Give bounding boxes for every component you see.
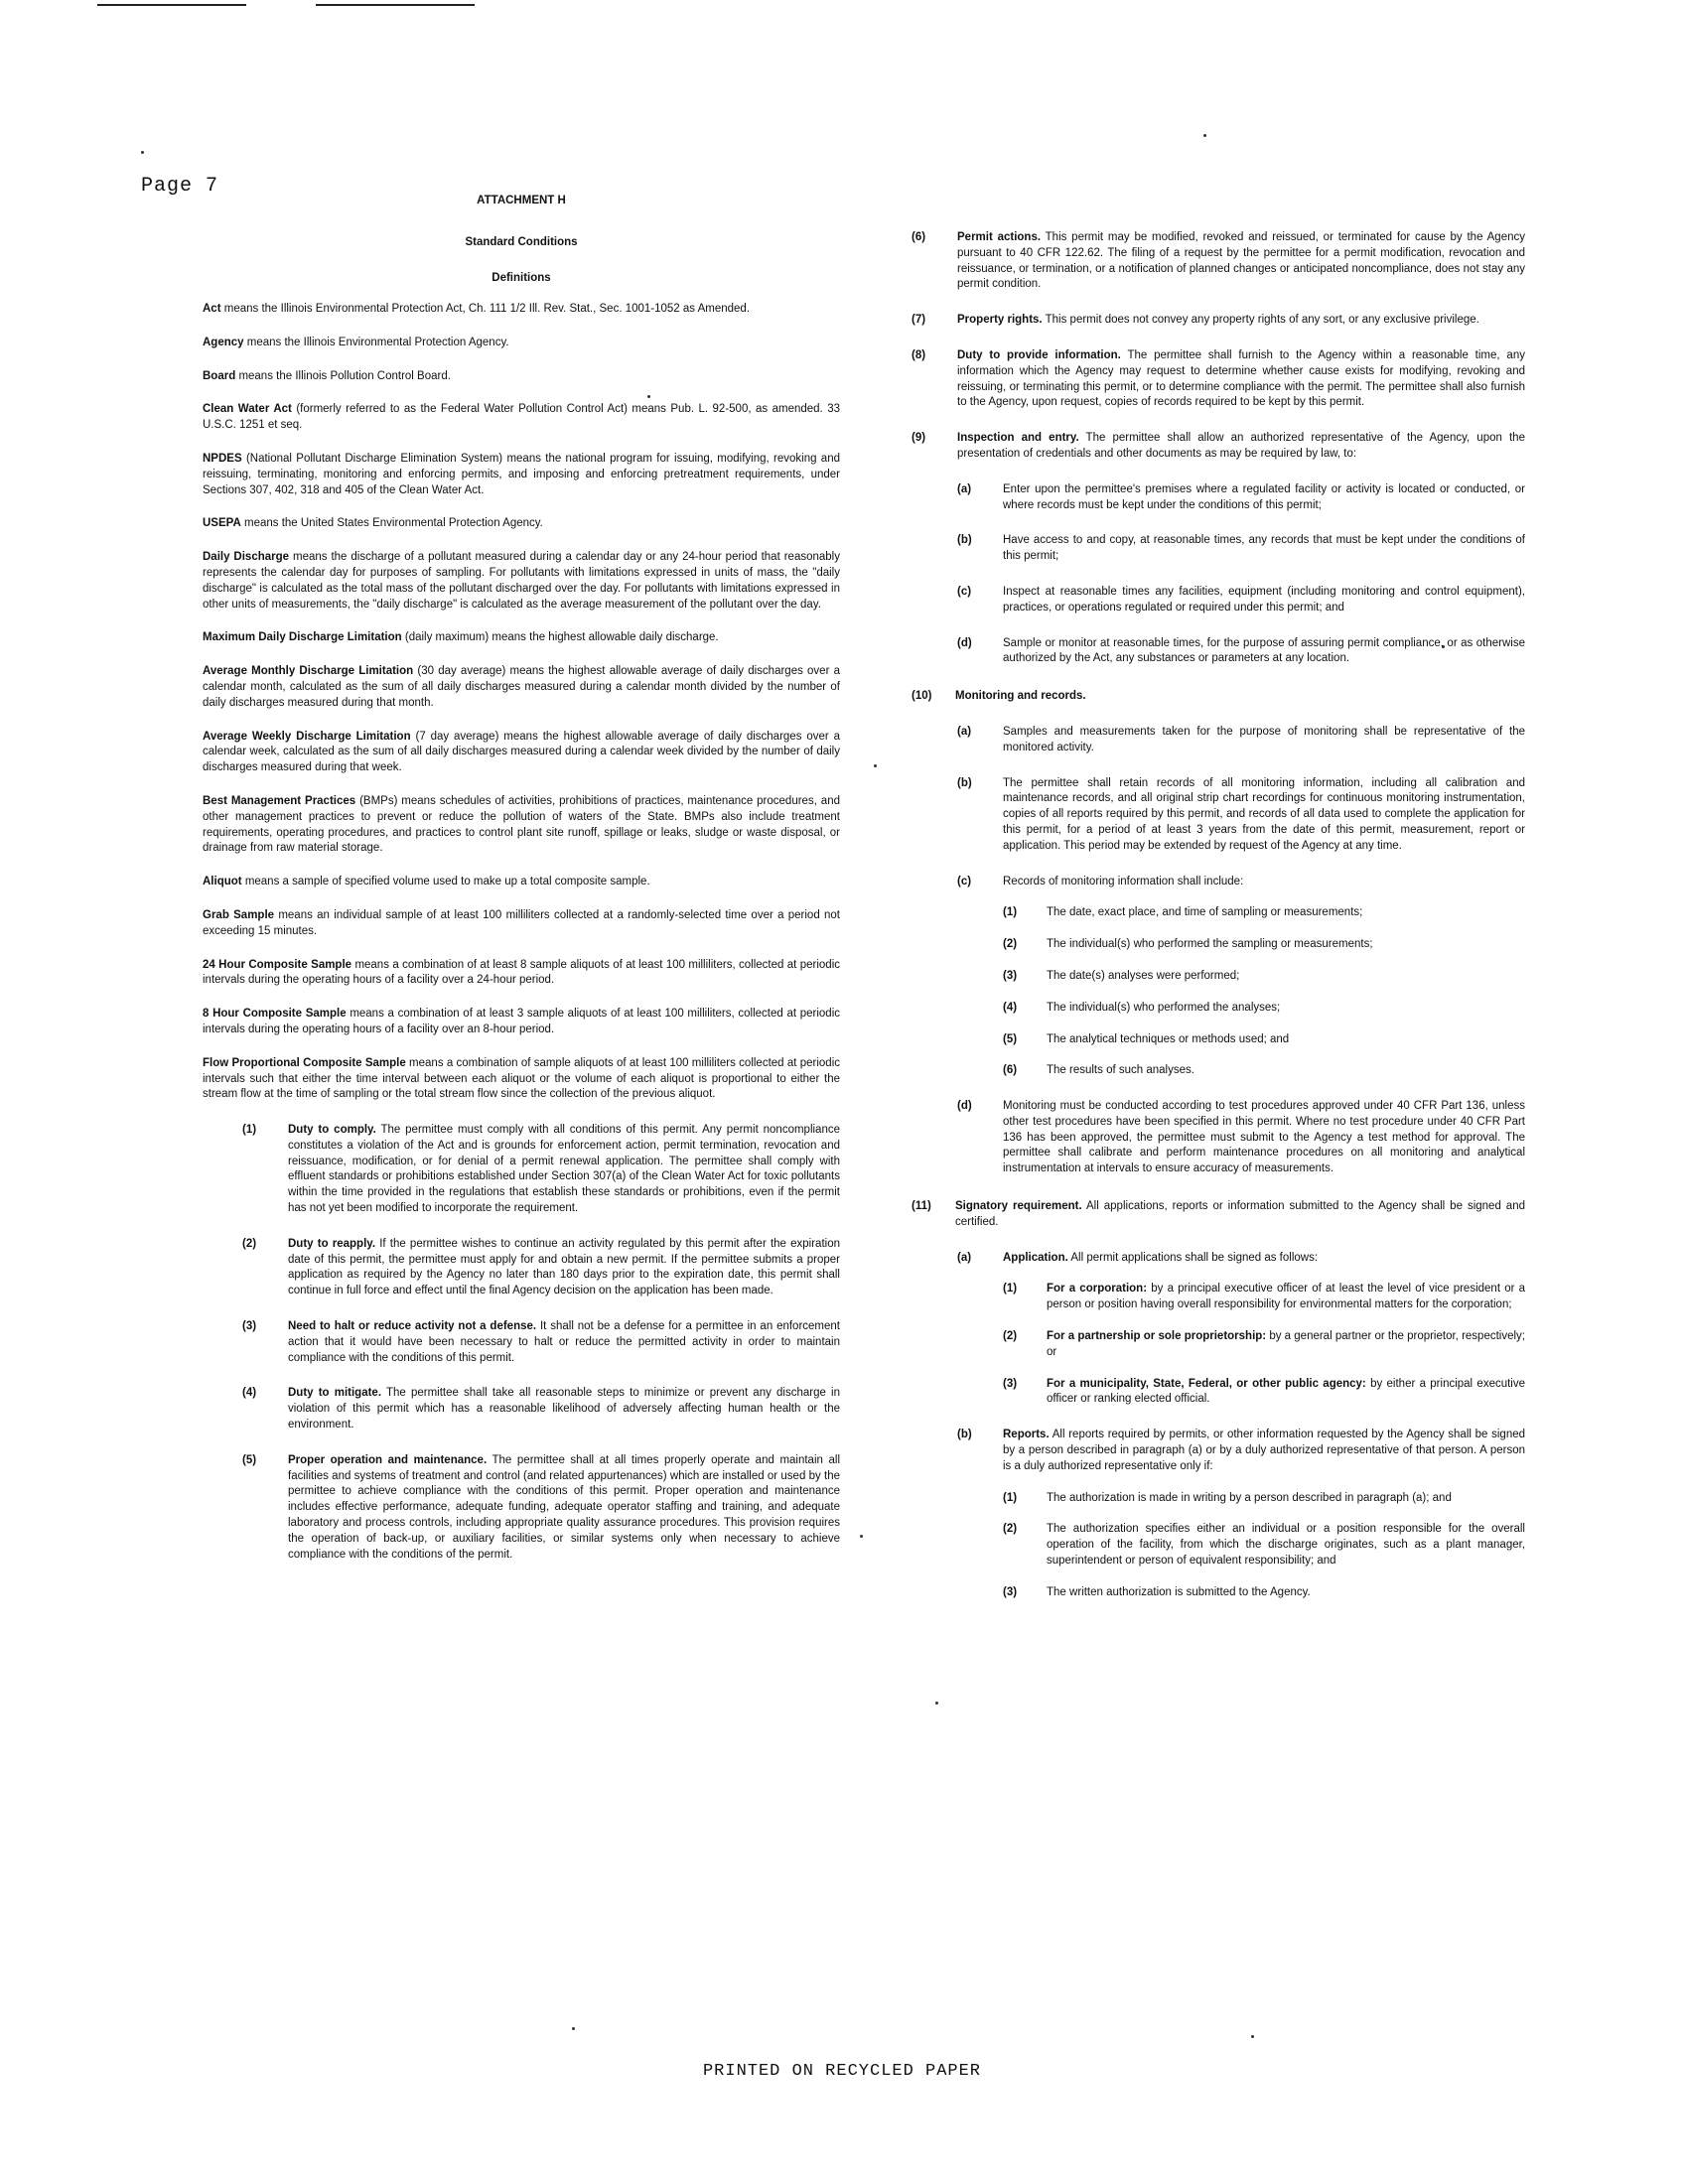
condition-title: Need to halt or reduce activity not a defense. (288, 1320, 537, 1333)
item-text: The authorization specifies either an individual or a position responsible for the overall operation of the facility, from which the discharge originates, such as a plant manager, superintendent or person of equivalent responsibility; and (1047, 1523, 1525, 1568)
item-text: The authorization is made in writing by a person described in paragraph (a); and (1047, 1491, 1452, 1504)
definition-text: means a combination of sample aliquots of at least 100 milliliters collected at periodic intervals such that either the time interval between each aliquot or the volume of each aliquot is proportional to either the stream flow at the time of sampling or the total stream flow since the collection of the previous aliquot. (203, 1056, 841, 1101)
attachment-title: ATTACHMENT H (477, 195, 566, 206)
records-item (912, 937, 1525, 953)
condition-2 (203, 1237, 840, 1299)
item-number: (1) (1003, 906, 1018, 919)
item-number: (1) (1003, 1491, 1018, 1504)
definition-term: Board (203, 369, 236, 382)
item-text: The written authorization is submitted to the Agency. (1047, 1585, 1311, 1598)
definition-text: means an individual sample of at least 100 milliliters collected at a randomly-selected time over a period not exceeding 15 minutes. (203, 908, 840, 937)
condition-title: Signatory requirement. (955, 1200, 1082, 1213)
records-item (912, 905, 1525, 921)
records-items (912, 905, 1525, 1079)
condition-5 (203, 1453, 840, 1564)
scan-speck (572, 2027, 575, 2030)
definition-term: Maximum Daily Discharge Limitation (203, 631, 402, 644)
condition-11-b (912, 1428, 1525, 1474)
condition-title: Duty to reapply. (288, 1237, 376, 1250)
definition-text: means the Illinois Environmental Protection Agency. (246, 336, 509, 348)
definition-entry (203, 664, 840, 711)
condition-9 (912, 431, 1525, 463)
item-text: The individual(s) who performed the sampling or measurements; (1047, 938, 1373, 951)
scan-top-rule (316, 4, 475, 6)
item-number: (b) (957, 534, 972, 547)
item-body (1047, 1522, 1525, 1569)
definition-entry (203, 336, 840, 351)
left-column (203, 195, 840, 1563)
definition-text: means the discharge of a pollutant measured during a calendar day or any 24-hour period that reasonably represents the calendar day for purposes of sampling. For pollutants with limitations expressed in units of mass, the "daily discharge" is calculated as the total mass of the pollutant discharged over the day. For pollutants with limitations expressed in other units of measurements, the "daily discharge" is calculated as the average measurement of the pollutant over the day. (203, 551, 840, 611)
item-text: The date(s) analyses were performed; (1047, 969, 1240, 982)
definition-entry (203, 1056, 840, 1103)
item-number: (3) (1003, 1585, 1018, 1598)
inspection-item (912, 533, 1525, 565)
item-body (1047, 1491, 1525, 1507)
definition-term: Agency (203, 336, 244, 348)
inspection-item (912, 585, 1525, 616)
item-title: For a municipality, State, Federal, or other public agency: (1047, 1377, 1366, 1390)
item-number: (3) (1003, 969, 1018, 982)
page-number: Page 7 (141, 175, 219, 198)
definition-term: Aliquot (203, 876, 242, 888)
definition-term: 24 Hour Composite Sample (203, 958, 352, 971)
item-body (1047, 1063, 1525, 1079)
condition-3 (203, 1319, 840, 1366)
definition-entry (203, 302, 840, 318)
scan-top-rule (97, 4, 246, 6)
condition-number: (7) (912, 314, 926, 327)
definition-term: NPDES (203, 452, 242, 465)
definition-entry (203, 794, 840, 857)
condition-text: The permittee shall at all times properly operate and maintain all facilities and systems of treatment and control (and related appurtenances) which are installed or used by the permittee to achieve compliance with the conditions of this permit. Proper operation and maintenance includes effective performance, adequate funding, adequate operator staffing and training, and adequate laboratory and process controls, including appropriate quality assurance procedures. This provision requires the operation of back-up, or auxiliary facilities, or similar systems only when necessary to achieve compliance with the conditions of the permit. (288, 1453, 840, 1561)
item-body (1047, 1585, 1525, 1601)
condition-text: The permittee shall take all reasonable steps to minimize or prevent any discharge in violation of this permit which has a reasonable likelihood of adversely affecting human health or the environment. (288, 1387, 840, 1432)
condition-10-a (912, 725, 1525, 756)
condition-title: Inspection and entry. (957, 432, 1079, 445)
item-number: (a) (957, 482, 972, 495)
standard-conditions-heading: Standard Conditions (465, 236, 578, 248)
item-text: The individual(s) who performed the analyses; (1047, 1001, 1281, 1014)
item-text: All reports required by permits, or other information requested by the Agency shall be signed by a person described in paragraph (a) or by a duly authorized representative of that person. A person is a duly authorized representative only if: (1003, 1429, 1526, 1472)
condition-10 (912, 689, 1525, 705)
item-text: The date, exact place, and time of sampling or measurements; (1047, 906, 1363, 919)
item-text: Enter upon the permittee's premises where a regulated facility or activity is located or conducted, or where records must be kept under the conditions of this permit; (1003, 482, 1525, 511)
item-number: (2) (1003, 938, 1018, 951)
condition-text: It shall not be a defense for a permittee in an enforcement action that it would have been necessary to halt or reduce the permitted activity in order to maintain compliance with the conditions of this permit. (288, 1320, 840, 1364)
condition-10-d (912, 1099, 1525, 1177)
condition-10-b (912, 776, 1525, 855)
condition-4 (203, 1386, 840, 1433)
condition-body (288, 1123, 840, 1217)
item-number: (c) (957, 585, 972, 598)
condition-body (288, 1453, 840, 1564)
item-body (1047, 1282, 1525, 1313)
condition-title: Proper operation and maintenance. (288, 1453, 488, 1466)
condition-text: The permittee shall allow an authorized representative of the Agency, upon the presentation of credentials and other documents as may be required by law, to: (957, 432, 1525, 460)
item-text: All permit applications shall be signed as follows: (1070, 1251, 1319, 1264)
condition-body (288, 1319, 840, 1366)
application-item (912, 1282, 1525, 1313)
condition-number: (8) (912, 348, 926, 361)
item-title: Reports. (1003, 1429, 1050, 1441)
item-text: by a principal executive officer of at least the level of vice president or a person or position having overall responsibility for environmental matters for the corporation; (1047, 1283, 1526, 1311)
condition-body (288, 1386, 840, 1433)
condition-text: If the permittee wishes to continue an activity regulated by this permit after the expiration date of this permit, the permittee must apply for and obtain a new permit. If the permittee submits a proper application as required by the Agency no later than 180 days prior to the expiration date, this permit shall continue in full force and effect until the final Agency decision on the application has been made. (288, 1237, 840, 1297)
right-column (912, 230, 1525, 1601)
condition-11 (912, 1199, 1525, 1231)
records-item (912, 1001, 1525, 1017)
records-item (912, 1032, 1525, 1048)
item-text: The permittee shall retain records of all monitoring information, including all calibration and maintenance records, and all original strip chart recordings for continuous monitoring instrumentation, copies of all reports required by this permit, and records of all data used to complete the application for this permit, for a period of at least 3 years from the date of this permit, measurement, report or application. This period may be extended by request of the Agency at any time. (1003, 776, 1525, 852)
definition-term: 8 Hour Composite Sample (203, 1008, 347, 1021)
item-title: For a partnership or sole proprietorship: (1047, 1330, 1267, 1343)
condition-text: The permittee shall furnish to the Agency within a reasonable time, any information which the Agency may request to determine whether cause exists for modifying, revoking and reissuing, or terminating this permit, or to determine compliance with the permit. The permittee shall also furnish to the Agency, upon request, copies of records required to be kept by this permit. (957, 348, 1525, 409)
item-body (1047, 1329, 1525, 1361)
item-letter: (c) (957, 875, 972, 887)
condition-text: This permit does not convey any property rights of any sort, or any exclusive privilege. (1045, 314, 1479, 327)
records-item (912, 1063, 1525, 1079)
definition-text: means a combination of at least 3 sample aliquots of at least 100 milliliters, collected at periodic intervals during the operating hours of a facility over an 8-hour period. (203, 1008, 840, 1035)
item-body (1003, 482, 1525, 514)
definition-text: means the United States Environmental Protection Agency. (243, 517, 543, 530)
definition-text: means the Illinois Pollution Control Board. (238, 369, 451, 382)
reports-item (912, 1522, 1525, 1569)
item-letter: (d) (957, 1100, 972, 1113)
condition-text: The permittee must comply with all conditions of this permit. Any permit noncompliance constitutes a violation of the Act and is grounds for enforcement action, permit termination, revocation and reissuance, modification, or for denial of a permit renewal application. The permittee shall comply with effluent standards or prohibitions established under Section 307(a) of the Clean Water Act for toxic pollutants within the time provided in the regulations that establish these standards or prohibitions, even if the permit has not yet been modified to incorporate the requirement. (288, 1124, 840, 1215)
item-body (1047, 937, 1525, 953)
scan-speck (860, 1535, 863, 1538)
definition-entry (203, 516, 840, 532)
definition-entry (203, 402, 840, 434)
definition-term: Daily Discharge (203, 551, 290, 564)
condition-title: Permit actions. (957, 231, 1042, 243)
definition-text: (BMPs) means schedules of activities, prohibitions of practices, maintenance procedures, and other management practices to prevent or reduce the pollution of waters of the State. BMPs also include treatment requirements, operating procedures, and practices to control plant site runoff, spillage or leaks, sludge or waste disposal, or drainage from raw material storage. (203, 794, 840, 855)
item-text: Inspect at reasonable times any facilities, equipment (including monitoring and control equipment), practices, or operations regulated or required under this permit; and (1003, 585, 1525, 614)
condition-1 (203, 1123, 840, 1217)
definition-text: (formerly referred to as the Federal Water Pollution Control Act) means Pub. L. 92-500, as amended. 33 U.S.C. 1251 et seq. (203, 403, 840, 432)
application-items (912, 1282, 1525, 1408)
condition-number: (4) (242, 1387, 257, 1400)
item-text: Have access to and copy, at reasonable times, any records that must be kept under the conditions of this permit; (1003, 534, 1525, 563)
definition-term: Act (203, 303, 221, 315)
reports-item (912, 1491, 1525, 1507)
definition-text: means a sample of specified volume used to make up a total composite sample. (244, 876, 650, 888)
item-title: Application. (1003, 1251, 1068, 1264)
definition-term: Flow Proportional Composite Sample (203, 1056, 406, 1069)
item-title: For a corporation: (1047, 1283, 1148, 1296)
definition-entry (203, 958, 840, 990)
definition-term: Grab Sample (203, 908, 275, 921)
definition-term: Average Monthly Discharge Limitation (203, 665, 414, 678)
reports-items (912, 1491, 1525, 1601)
condition-title: Duty to comply. (288, 1124, 376, 1137)
item-body (1047, 1032, 1525, 1048)
item-number: (2) (1003, 1330, 1018, 1343)
condition-number: (9) (912, 432, 926, 445)
definition-text: (7 day average) means the highest allowable average of daily discharges over a calendar week, calculated as the sum of all daily discharges measured during a calendar week divided by the number of daily discharges measured during that week. (203, 730, 840, 774)
scan-speck (874, 764, 877, 767)
scan-speck (935, 1702, 938, 1705)
condition-number: (6) (912, 231, 926, 243)
definition-entry (203, 908, 840, 940)
condition-title: Duty to mitigate. (288, 1387, 382, 1400)
reports-item (912, 1585, 1525, 1601)
definition-entry (203, 630, 840, 646)
condition-6 (912, 230, 1525, 293)
item-text: Sample or monitor at reasonable times, for the purpose of assuring permit compliance, or as otherwise authorized by the Act, any substances or parameters at any location. (1003, 636, 1525, 665)
condition-title: Monitoring and records. (955, 690, 1086, 703)
condition-title: Property rights. (957, 314, 1043, 327)
item-letter: (b) (957, 776, 972, 789)
item-text: Samples and measurements taken for the purpose of monitoring shall be representative of the monitored activity. (1003, 725, 1525, 753)
condition-body (288, 1237, 840, 1299)
definition-entry (203, 730, 840, 776)
definition-entry (203, 875, 840, 890)
scan-speck (1203, 134, 1206, 137)
definition-term: Best Management Practices (203, 794, 356, 807)
item-number: (3) (1003, 1377, 1018, 1390)
condition-title: Duty to provide information. (957, 348, 1121, 361)
condition-11-a (912, 1251, 1525, 1267)
item-body (1047, 905, 1525, 921)
item-text: The results of such analyses. (1047, 1064, 1194, 1077)
definition-text: (30 day average) means the highest allowable average of daily discharges over a calendar month, calculated as the sum of all daily discharges measured during a calendar month divided by the number of daily discharges measured during that month. (203, 665, 840, 709)
item-text: by either a principal executive officer or ranking elected official. (1047, 1377, 1526, 1406)
inspection-item (912, 636, 1525, 668)
condition-text: All applications, reports or information submitted to the Agency shall be signed and certified. (955, 1200, 1525, 1228)
inspection-items (912, 482, 1525, 667)
definition-entry (203, 452, 840, 498)
definition-entry (203, 550, 840, 613)
records-item (912, 969, 1525, 985)
item-letter: (b) (957, 1429, 972, 1441)
item-letter: (a) (957, 725, 972, 738)
definition-text: means a combination of at least 8 sample aliquots of at least 100 milliliters, collected at periodic intervals during the operating hours of a facility over a 24-hour period. (203, 958, 840, 987)
definitions-heading: Definitions (491, 272, 551, 284)
application-item (912, 1377, 1525, 1409)
inspection-item (912, 482, 1525, 514)
item-number: (1) (1003, 1283, 1018, 1296)
item-number: (2) (1003, 1523, 1018, 1536)
scan-speck (1251, 2035, 1254, 2038)
item-body (1047, 1377, 1525, 1409)
condition-8 (912, 348, 1525, 411)
definitions-list (203, 302, 840, 1103)
item-number: (d) (957, 636, 972, 649)
definition-text: means the Illinois Environmental Protection Act, Ch. 111 1/2 Ill. Rev. Stat., Sec. 1001-1052 as Amended. (223, 303, 751, 315)
scan-speck (141, 151, 144, 154)
item-text: The analytical techniques or methods used; and (1047, 1032, 1290, 1045)
left-conditions-list (203, 1123, 840, 1563)
item-body (1003, 636, 1525, 668)
condition-text: This permit may be modified, revoked and reissued, or terminated for cause by the Agency pursuant to 40 CFR 122.62. The filing of a request by the permittee for a permit modification, revocation and reissuance, or termination, or a notification of planned changes or anticipated noncompliance, does not stay any permit condition. (957, 231, 1525, 291)
condition-number: (3) (242, 1320, 257, 1333)
definition-entry (203, 369, 840, 385)
item-body (1047, 969, 1525, 985)
item-number: (4) (1003, 1001, 1018, 1014)
item-body (1003, 533, 1525, 565)
item-number: (5) (1003, 1032, 1018, 1045)
condition-number: (2) (242, 1237, 257, 1250)
condition-number: (5) (242, 1453, 257, 1466)
item-letter: (a) (957, 1251, 972, 1264)
item-text: Records of monitoring information shall include: (1003, 875, 1244, 887)
definition-term: Clean Water Act (203, 403, 292, 416)
condition-number: (11) (912, 1200, 931, 1213)
condition-number: (1) (242, 1124, 257, 1137)
item-number: (6) (1003, 1064, 1018, 1077)
definition-term: Average Weekly Discharge Limitation (203, 730, 411, 743)
item-text: by a general partner or the proprietor, respectively; or (1047, 1330, 1525, 1358)
item-text: Monitoring must be conducted according to test procedures approved under 40 CFR Part 136, unless other test procedures have been specified in this permit. Where no test procedure under 40 CFR Part 136 has been approved, the permittee must submit to the Agency a test method for approval. The permittee shall calibrate and perform maintenance procedures on all monitoring and analytical instrumentation at intervals to ensure accuracy of measurements. (1003, 1100, 1525, 1175)
condition-10-c (912, 875, 1525, 890)
application-item (912, 1329, 1525, 1361)
definition-term: USEPA (203, 517, 241, 530)
definition-text: (National Pollutant Discharge Elimination System) means the national program for issuing, modifying, revoking and reissuing, terminating, monitoring and enforcing permits, and imposing and enforcing pretreatment requirements, under Sections 307, 402, 318 and 405 of the Clean Water Act. (203, 452, 840, 496)
item-body (1003, 585, 1525, 616)
footer-recycled-paper: PRINTED ON RECYCLED PAPER (702, 2062, 982, 2081)
condition-number: (10) (912, 690, 932, 703)
definition-entry (203, 1007, 840, 1038)
definition-text: (daily maximum) means the highest allowable daily discharge. (404, 631, 719, 644)
item-body (1047, 1001, 1525, 1017)
condition-7 (912, 313, 1525, 329)
